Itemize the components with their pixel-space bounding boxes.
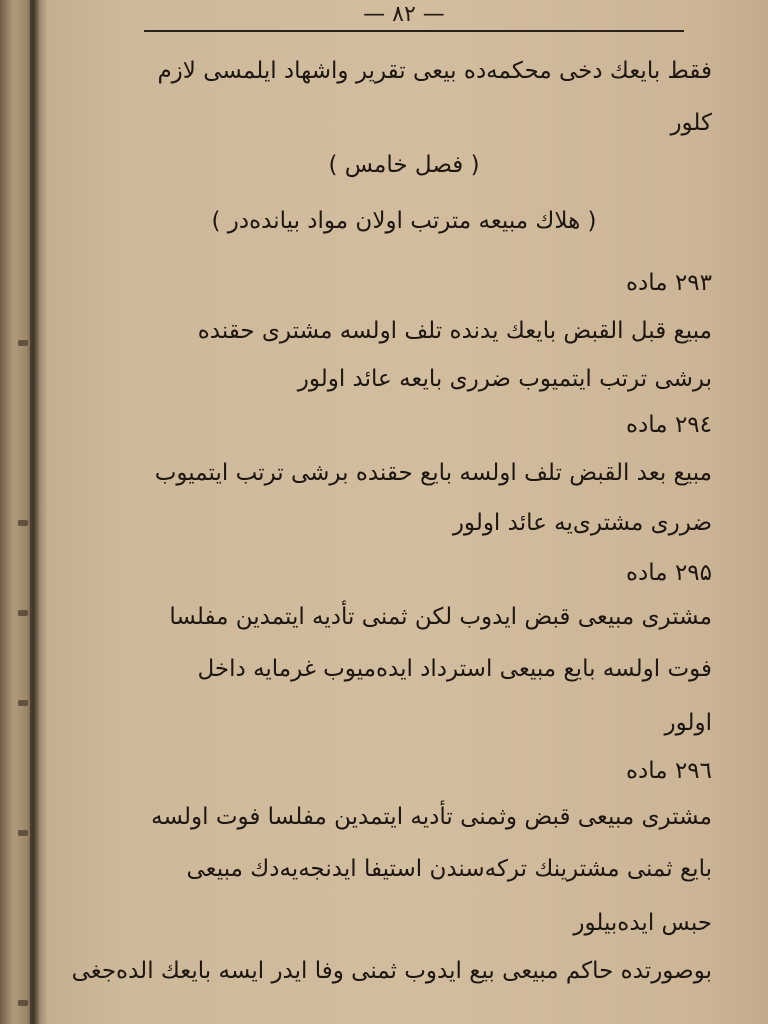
- text-line: ضررى مشترى‌يه عائد اولور: [452, 510, 712, 536]
- facing-page-edge: [0, 0, 34, 1024]
- text-line: اولور: [664, 710, 712, 736]
- text-line: فقط بايعك دخى محكمه‌ده بيعى تقرير واشهاد ايلمسى لازم: [157, 58, 712, 84]
- section-heading: ( فصل خامس ): [328, 152, 480, 178]
- text-line: كلور: [670, 110, 712, 136]
- article-number: ۲۹۳ ماده: [626, 270, 712, 296]
- section-subtitle: ( هلاك مبيعه مترتب اولان مواد بيانده‌در ): [211, 208, 597, 234]
- text-line: مشترى مبيعى قبض ايدوب لكن ثمنى تأديه ايتمدين مفلسا: [169, 604, 712, 630]
- header-rule: [144, 30, 684, 32]
- article-number: ۲۹۵ ماده: [626, 560, 712, 586]
- text-line: فوت اولسه بايع مبيعى استرداد ايده‌ميوب غرمايه داخل: [197, 656, 712, 682]
- text-line: بايع ثمنى مشترينك تركه‌سندن استيفا ايدنجه‌يه‌دك مبيعى: [186, 856, 712, 882]
- book-page: [40, 0, 768, 1024]
- article-number: ۲۹٤ ماده: [626, 412, 712, 438]
- article-number: ۲۹٦ ماده: [626, 758, 712, 784]
- text-line: مبيع قبل القبض بايعك يدنده تلف اولسه مشترى حقنده: [197, 318, 712, 344]
- text-line: حبس ايده‌بيلور: [573, 910, 712, 936]
- text-line: مبيع بعد القبض تلف اولسه بايع حقنده برشى ترتب ايتميوب: [154, 460, 712, 486]
- page-number: — ۸۲ —: [363, 2, 445, 27]
- text-line: مشترى مبيعى قبض وثمنى تأديه ايتمدين مفلسا فوت اولسه: [151, 804, 712, 830]
- text-line: بوصورتده حاكم مبيعى بيع ايدوب ثمنى وفا ايدر ايسه بايعك الده‌جغى: [71, 958, 712, 984]
- text-line: برشى ترتب ايتميوب ضررى بايعه عائد اولور: [297, 366, 712, 392]
